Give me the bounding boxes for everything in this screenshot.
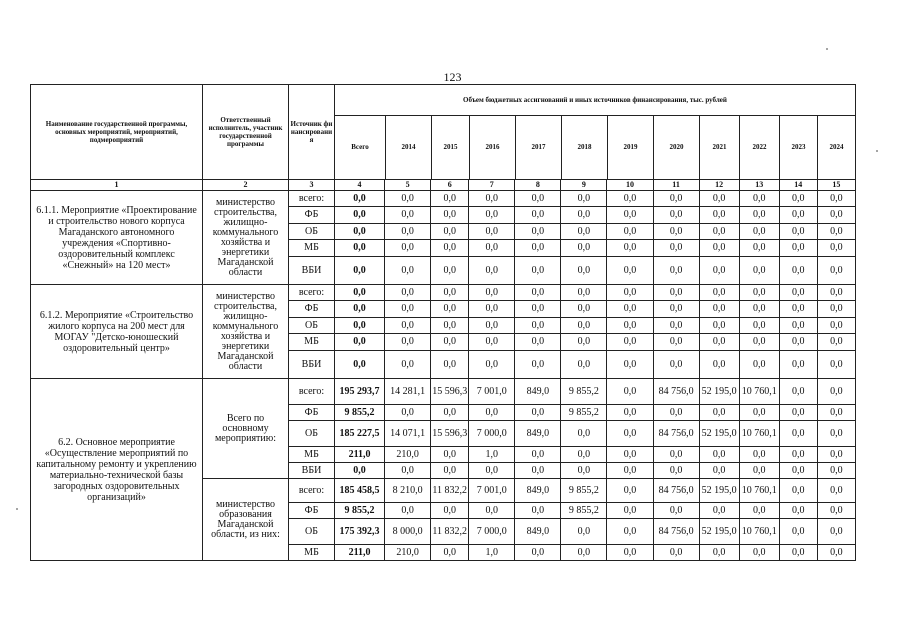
- header-program: Наименование государственной программы, основных мероприятий, мероприятий, подмероприятий: [31, 85, 203, 180]
- value-2018: 0,0: [561, 545, 607, 561]
- header-year-2017: 2017: [515, 116, 561, 179]
- value-2014: 0,0: [385, 224, 431, 240]
- page-number: 123: [443, 70, 462, 84]
- value-2024: 0,0: [817, 191, 855, 207]
- value-2019: 0,0: [607, 379, 653, 405]
- value-2016: 1,0: [469, 545, 515, 561]
- value-2016: 0,0: [469, 257, 515, 285]
- header-year-2015: 2015: [431, 116, 469, 179]
- value-2016: 0,0: [469, 207, 515, 224]
- value-2018: 9 855,2: [561, 405, 607, 421]
- value-2021: 0,0: [699, 318, 739, 334]
- value-2021: 52 195,0: [699, 479, 739, 503]
- column-number: 11: [653, 180, 699, 191]
- value-2022: 10 760,1: [739, 379, 779, 405]
- value-2016: 0,0: [469, 191, 515, 207]
- value-2015: 0,0: [431, 257, 469, 285]
- value-2024: 0,0: [817, 207, 855, 224]
- value-2018: 0,0: [561, 447, 607, 463]
- value-2016: 7 000,0: [469, 421, 515, 447]
- scan-speck: [876, 150, 878, 152]
- value-total: 175 392,3: [335, 519, 385, 545]
- source-fb: ФБ: [289, 301, 335, 318]
- value-2020: 0,0: [653, 447, 699, 463]
- value-2014: 14 071,1: [385, 421, 431, 447]
- value-2017: 0,0: [515, 405, 561, 421]
- value-2024: 0,0: [817, 519, 855, 545]
- value-2024: 0,0: [817, 334, 855, 351]
- value-2019: 0,0: [607, 257, 653, 285]
- value-2024: 0,0: [817, 421, 855, 447]
- value-2023: 0,0: [779, 257, 817, 285]
- header-year-2022: 2022: [739, 116, 779, 179]
- value-2018: 0,0: [561, 285, 607, 301]
- value-2020: 0,0: [653, 503, 699, 519]
- value-2020: 0,0: [653, 334, 699, 351]
- value-2018: 9 855,2: [561, 379, 607, 405]
- value-2017: 0,0: [515, 351, 561, 379]
- column-number: 8: [515, 180, 561, 191]
- value-2022: 0,0: [739, 207, 779, 224]
- value-2024: 0,0: [817, 240, 855, 257]
- value-2023: 0,0: [779, 421, 817, 447]
- value-2023: 0,0: [779, 503, 817, 519]
- value-2016: 7 001,0: [469, 479, 515, 503]
- value-2015: 0,0: [431, 334, 469, 351]
- value-2015: 0,0: [431, 301, 469, 318]
- value-2019: 0,0: [607, 447, 653, 463]
- value-2017: 0,0: [515, 545, 561, 561]
- source-vbi: ВБИ: [289, 257, 335, 285]
- value-2016: 1,0: [469, 447, 515, 463]
- table-row: [31, 191, 856, 207]
- value-2020: 84 756,0: [653, 479, 699, 503]
- value-2023: 0,0: [779, 351, 817, 379]
- value-total: 0,0: [335, 318, 385, 334]
- source-total: всего:: [289, 479, 335, 503]
- value-total: 195 293,7: [335, 379, 385, 405]
- column-number: 5: [385, 180, 431, 191]
- value-2023: 0,0: [779, 301, 817, 318]
- value-2020: 0,0: [653, 207, 699, 224]
- value-2014: 0,0: [385, 207, 431, 224]
- value-2016: 0,0: [469, 301, 515, 318]
- value-2022: 10 760,1: [739, 479, 779, 503]
- value-2020: 84 756,0: [653, 519, 699, 545]
- column-number: 10: [607, 180, 653, 191]
- value-2022: 0,0: [739, 257, 779, 285]
- header-responsible: Ответственный исполнитель, участник государственной программы: [203, 85, 289, 180]
- value-2018: 0,0: [561, 240, 607, 257]
- value-2022: 0,0: [739, 503, 779, 519]
- value-2020: 0,0: [653, 351, 699, 379]
- value-2014: 0,0: [385, 405, 431, 421]
- value-2014: 0,0: [385, 334, 431, 351]
- value-2017: 0,0: [515, 224, 561, 240]
- value-2018: 0,0: [561, 334, 607, 351]
- header-volume: [335, 85, 856, 180]
- value-2024: 0,0: [817, 285, 855, 301]
- value-total: 9 855,2: [335, 503, 385, 519]
- value-2019: 0,0: [607, 334, 653, 351]
- source-fb: ФБ: [289, 503, 335, 519]
- value-2017: 0,0: [515, 463, 561, 479]
- scan-speck: [826, 48, 828, 50]
- value-2024: 0,0: [817, 447, 855, 463]
- value-2015: 15 596,3: [431, 379, 469, 405]
- value-2017: 0,0: [515, 257, 561, 285]
- value-2018: 0,0: [561, 191, 607, 207]
- source-mb: МБ: [289, 447, 335, 463]
- value-2019: 0,0: [607, 207, 653, 224]
- value-total: 0,0: [335, 334, 385, 351]
- responsible-party: министерство строительства, жилищно-коммунального хозяйства и энергетики Магаданской области: [203, 285, 289, 379]
- column-number: 13: [739, 180, 779, 191]
- value-2023: 0,0: [779, 224, 817, 240]
- value-2021: 0,0: [699, 351, 739, 379]
- value-2017: 0,0: [515, 240, 561, 257]
- value-2017: 0,0: [515, 207, 561, 224]
- value-2023: 0,0: [779, 379, 817, 405]
- value-total: 0,0: [335, 257, 385, 285]
- source-mb: МБ: [289, 334, 335, 351]
- value-2020: 0,0: [653, 224, 699, 240]
- source-vbi: ВБИ: [289, 463, 335, 479]
- value-total: 0,0: [335, 240, 385, 257]
- source-ob: ОБ: [289, 318, 335, 334]
- value-2016: 0,0: [469, 405, 515, 421]
- value-2020: 84 756,0: [653, 379, 699, 405]
- value-total: 0,0: [335, 463, 385, 479]
- value-2021: 52 195,0: [699, 519, 739, 545]
- source-fb: ФБ: [289, 207, 335, 224]
- value-2019: 0,0: [607, 240, 653, 257]
- value-2022: 0,0: [739, 334, 779, 351]
- header-year-2019: 2019: [607, 116, 653, 179]
- value-2021: 0,0: [699, 207, 739, 224]
- value-2023: 0,0: [779, 545, 817, 561]
- source-mb: МБ: [289, 545, 335, 561]
- event-description: 6.1.2. Мероприятие «Строительство жилого корпуса на 200 мест для МОГАУ "Детско-юношеский оздоровительный центр»: [31, 285, 203, 379]
- value-2014: 0,0: [385, 257, 431, 285]
- value-total: 0,0: [335, 224, 385, 240]
- value-2015: 0,0: [431, 318, 469, 334]
- value-2017: 0,0: [515, 318, 561, 334]
- value-2017: 0,0: [515, 503, 561, 519]
- value-2014: 0,0: [385, 463, 431, 479]
- value-2020: 0,0: [653, 285, 699, 301]
- value-2014: 0,0: [385, 318, 431, 334]
- value-total: 0,0: [335, 351, 385, 379]
- value-2019: 0,0: [607, 318, 653, 334]
- source-total: всего:: [289, 379, 335, 405]
- column-number: 14: [779, 180, 817, 191]
- value-2015: 15 596,3: [431, 421, 469, 447]
- value-2017: 849,0: [515, 519, 561, 545]
- value-2024: 0,0: [817, 479, 855, 503]
- value-2024: 0,0: [817, 405, 855, 421]
- value-2022: 0,0: [739, 301, 779, 318]
- value-2017: 849,0: [515, 421, 561, 447]
- value-2023: 0,0: [779, 207, 817, 224]
- value-2024: 0,0: [817, 463, 855, 479]
- value-2019: 0,0: [607, 519, 653, 545]
- value-2018: 9 855,2: [561, 503, 607, 519]
- source-total: всего:: [289, 191, 335, 207]
- value-2023: 0,0: [779, 191, 817, 207]
- value-2022: 0,0: [739, 463, 779, 479]
- header-year-2018: 2018: [561, 116, 607, 179]
- value-2021: 0,0: [699, 257, 739, 285]
- value-2016: 0,0: [469, 503, 515, 519]
- value-2024: 0,0: [817, 379, 855, 405]
- source-mb: МБ: [289, 240, 335, 257]
- value-2021: 0,0: [699, 447, 739, 463]
- table-row: [31, 379, 856, 405]
- value-2021: 0,0: [699, 301, 739, 318]
- value-2019: 0,0: [607, 545, 653, 561]
- value-2024: 0,0: [817, 545, 855, 561]
- value-total: 211,0: [335, 545, 385, 561]
- column-number: 7: [469, 180, 515, 191]
- value-2015: 11 832,2: [431, 479, 469, 503]
- value-2015: 0,0: [431, 224, 469, 240]
- value-2017: 849,0: [515, 479, 561, 503]
- value-2016: 0,0: [469, 463, 515, 479]
- value-2024: 0,0: [817, 257, 855, 285]
- value-2015: 0,0: [431, 207, 469, 224]
- value-2021: 52 195,0: [699, 379, 739, 405]
- value-2023: 0,0: [779, 318, 817, 334]
- value-2014: 210,0: [385, 545, 431, 561]
- value-2015: 11 832,2: [431, 519, 469, 545]
- source-ob: ОБ: [289, 519, 335, 545]
- value-total: 9 855,2: [335, 405, 385, 421]
- value-2022: 0,0: [739, 318, 779, 334]
- value-2017: 0,0: [515, 301, 561, 318]
- value-2019: 0,0: [607, 503, 653, 519]
- value-2018: 0,0: [561, 318, 607, 334]
- responsible-party: министерство строительства, жилищно-коммунального хозяйства и энергетики Магаданской области: [203, 191, 289, 285]
- column-number: 2: [203, 180, 289, 191]
- header-year-2023: 2023: [779, 116, 817, 179]
- value-total: 185 458,5: [335, 479, 385, 503]
- event-description: 6.1.1. Мероприятие «Проектирование и строительство нового корпуса Магаданского автономного учреждения «Спортивно-оздоровительный комплекс «Снежный» на 120 мест»: [31, 191, 203, 285]
- value-2017: 0,0: [515, 447, 561, 463]
- value-2024: 0,0: [817, 301, 855, 318]
- value-2024: 0,0: [817, 224, 855, 240]
- header-source: Источник финансирования: [289, 85, 335, 180]
- value-2020: 0,0: [653, 405, 699, 421]
- value-2021: 0,0: [699, 405, 739, 421]
- value-2015: 0,0: [431, 285, 469, 301]
- value-2022: 0,0: [739, 545, 779, 561]
- value-2023: 0,0: [779, 240, 817, 257]
- source-ob: ОБ: [289, 421, 335, 447]
- budget-table: [30, 84, 856, 561]
- value-2018: 0,0: [561, 224, 607, 240]
- value-2014: 8 000,0: [385, 519, 431, 545]
- value-2014: 210,0: [385, 447, 431, 463]
- value-2019: 0,0: [607, 351, 653, 379]
- value-total: 185 227,5: [335, 421, 385, 447]
- value-2019: 0,0: [607, 405, 653, 421]
- value-2017: 849,0: [515, 379, 561, 405]
- value-2019: 0,0: [607, 301, 653, 318]
- value-2014: 0,0: [385, 503, 431, 519]
- value-2024: 0,0: [817, 351, 855, 379]
- column-number: 3: [289, 180, 335, 191]
- value-2021: 0,0: [699, 191, 739, 207]
- value-2015: 0,0: [431, 351, 469, 379]
- header-year-2016: 2016: [469, 116, 515, 179]
- value-2023: 0,0: [779, 479, 817, 503]
- column-number: 1: [31, 180, 203, 191]
- value-2015: 0,0: [431, 503, 469, 519]
- header-year-strip: [335, 116, 855, 179]
- value-2018: 9 855,2: [561, 479, 607, 503]
- source-vbi: ВБИ: [289, 351, 335, 379]
- value-total: 0,0: [335, 207, 385, 224]
- value-total: 0,0: [335, 301, 385, 318]
- value-2015: 0,0: [431, 545, 469, 561]
- value-2022: 0,0: [739, 351, 779, 379]
- value-2022: 0,0: [739, 405, 779, 421]
- value-2019: 0,0: [607, 479, 653, 503]
- value-2018: 0,0: [561, 421, 607, 447]
- header-total: Всего: [351, 143, 369, 151]
- source-total: всего:: [289, 285, 335, 301]
- value-2019: 0,0: [607, 463, 653, 479]
- column-number: 15: [817, 180, 855, 191]
- value-2023: 0,0: [779, 285, 817, 301]
- source-ob: ОБ: [289, 224, 335, 240]
- value-2021: 0,0: [699, 545, 739, 561]
- value-2014: 8 210,0: [385, 479, 431, 503]
- value-2022: 0,0: [739, 191, 779, 207]
- value-2024: 0,0: [817, 503, 855, 519]
- column-number-row: [31, 180, 856, 191]
- value-2022: 10 760,1: [739, 421, 779, 447]
- value-2018: 0,0: [561, 301, 607, 318]
- value-2022: 10 760,1: [739, 519, 779, 545]
- scan-speck: [16, 508, 18, 510]
- value-2021: 0,0: [699, 503, 739, 519]
- value-2016: 0,0: [469, 285, 515, 301]
- value-2020: 0,0: [653, 240, 699, 257]
- value-2014: 0,0: [385, 301, 431, 318]
- value-2014: 0,0: [385, 191, 431, 207]
- value-2017: 0,0: [515, 285, 561, 301]
- value-2021: 0,0: [699, 285, 739, 301]
- value-2020: 0,0: [653, 301, 699, 318]
- value-2018: 0,0: [561, 257, 607, 285]
- value-2015: 0,0: [431, 405, 469, 421]
- column-number: 12: [699, 180, 739, 191]
- value-2023: 0,0: [779, 519, 817, 545]
- value-2019: 0,0: [607, 224, 653, 240]
- value-2016: 0,0: [469, 318, 515, 334]
- value-2020: 0,0: [653, 318, 699, 334]
- responsible-party: министерство образования Магаданской области, из них:: [203, 479, 289, 561]
- value-2017: 0,0: [515, 191, 561, 207]
- value-2015: 0,0: [431, 191, 469, 207]
- column-number: 6: [431, 180, 469, 191]
- value-2018: 0,0: [561, 207, 607, 224]
- value-2014: 0,0: [385, 285, 431, 301]
- value-2023: 0,0: [779, 447, 817, 463]
- value-2016: 7 001,0: [469, 379, 515, 405]
- header-year-2014: 2014: [385, 116, 431, 179]
- value-2015: 0,0: [431, 447, 469, 463]
- value-2015: 0,0: [431, 463, 469, 479]
- header-year-2020: 2020: [653, 116, 699, 179]
- value-2020: 0,0: [653, 545, 699, 561]
- value-2018: 0,0: [561, 351, 607, 379]
- value-2021: 0,0: [699, 334, 739, 351]
- header-row: [31, 85, 856, 180]
- value-2016: 0,0: [469, 351, 515, 379]
- header-volume-title: Объем бюджетных ассигнований и иных источников финансирования, тыс. рублей: [335, 85, 855, 116]
- value-2020: 0,0: [653, 463, 699, 479]
- value-total: 0,0: [335, 191, 385, 207]
- value-2018: 0,0: [561, 519, 607, 545]
- column-number: 9: [561, 180, 607, 191]
- value-2021: 0,0: [699, 463, 739, 479]
- value-2023: 0,0: [779, 463, 817, 479]
- value-2022: 0,0: [739, 447, 779, 463]
- value-2024: 0,0: [817, 318, 855, 334]
- column-number: 4: [335, 180, 385, 191]
- source-fb: ФБ: [289, 405, 335, 421]
- value-total: 0,0: [335, 285, 385, 301]
- value-2022: 0,0: [739, 224, 779, 240]
- value-2016: 0,0: [469, 240, 515, 257]
- value-2023: 0,0: [779, 334, 817, 351]
- value-2021: 52 195,0: [699, 421, 739, 447]
- value-2019: 0,0: [607, 191, 653, 207]
- value-2014: 0,0: [385, 351, 431, 379]
- value-2021: 0,0: [699, 224, 739, 240]
- value-total: 211,0: [335, 447, 385, 463]
- value-2014: 0,0: [385, 240, 431, 257]
- header-year-2024: 2024: [817, 116, 855, 179]
- table-row: [31, 285, 856, 301]
- value-2023: 0,0: [779, 405, 817, 421]
- responsible-party: Всего по основному мероприятию:: [203, 379, 289, 479]
- value-2018: 0,0: [561, 463, 607, 479]
- value-2022: 0,0: [739, 285, 779, 301]
- main-event-description: 6.2. Основное мероприятие «Осуществление мероприятий по капитальному ремонту и укреплению материально-технической базы загородных оздоровительных организаций»: [31, 379, 203, 561]
- value-2015: 0,0: [431, 240, 469, 257]
- header-year-2021: 2021: [699, 116, 739, 179]
- value-2014: 14 281,1: [385, 379, 431, 405]
- value-2016: 0,0: [469, 334, 515, 351]
- value-2020: 84 756,0: [653, 421, 699, 447]
- value-2019: 0,0: [607, 285, 653, 301]
- value-2017: 0,0: [515, 334, 561, 351]
- value-2022: 0,0: [739, 240, 779, 257]
- value-2016: 7 000,0: [469, 519, 515, 545]
- value-2016: 0,0: [469, 224, 515, 240]
- value-2020: 0,0: [653, 191, 699, 207]
- value-2019: 0,0: [607, 421, 653, 447]
- value-2020: 0,0: [653, 257, 699, 285]
- value-2021: 0,0: [699, 240, 739, 257]
